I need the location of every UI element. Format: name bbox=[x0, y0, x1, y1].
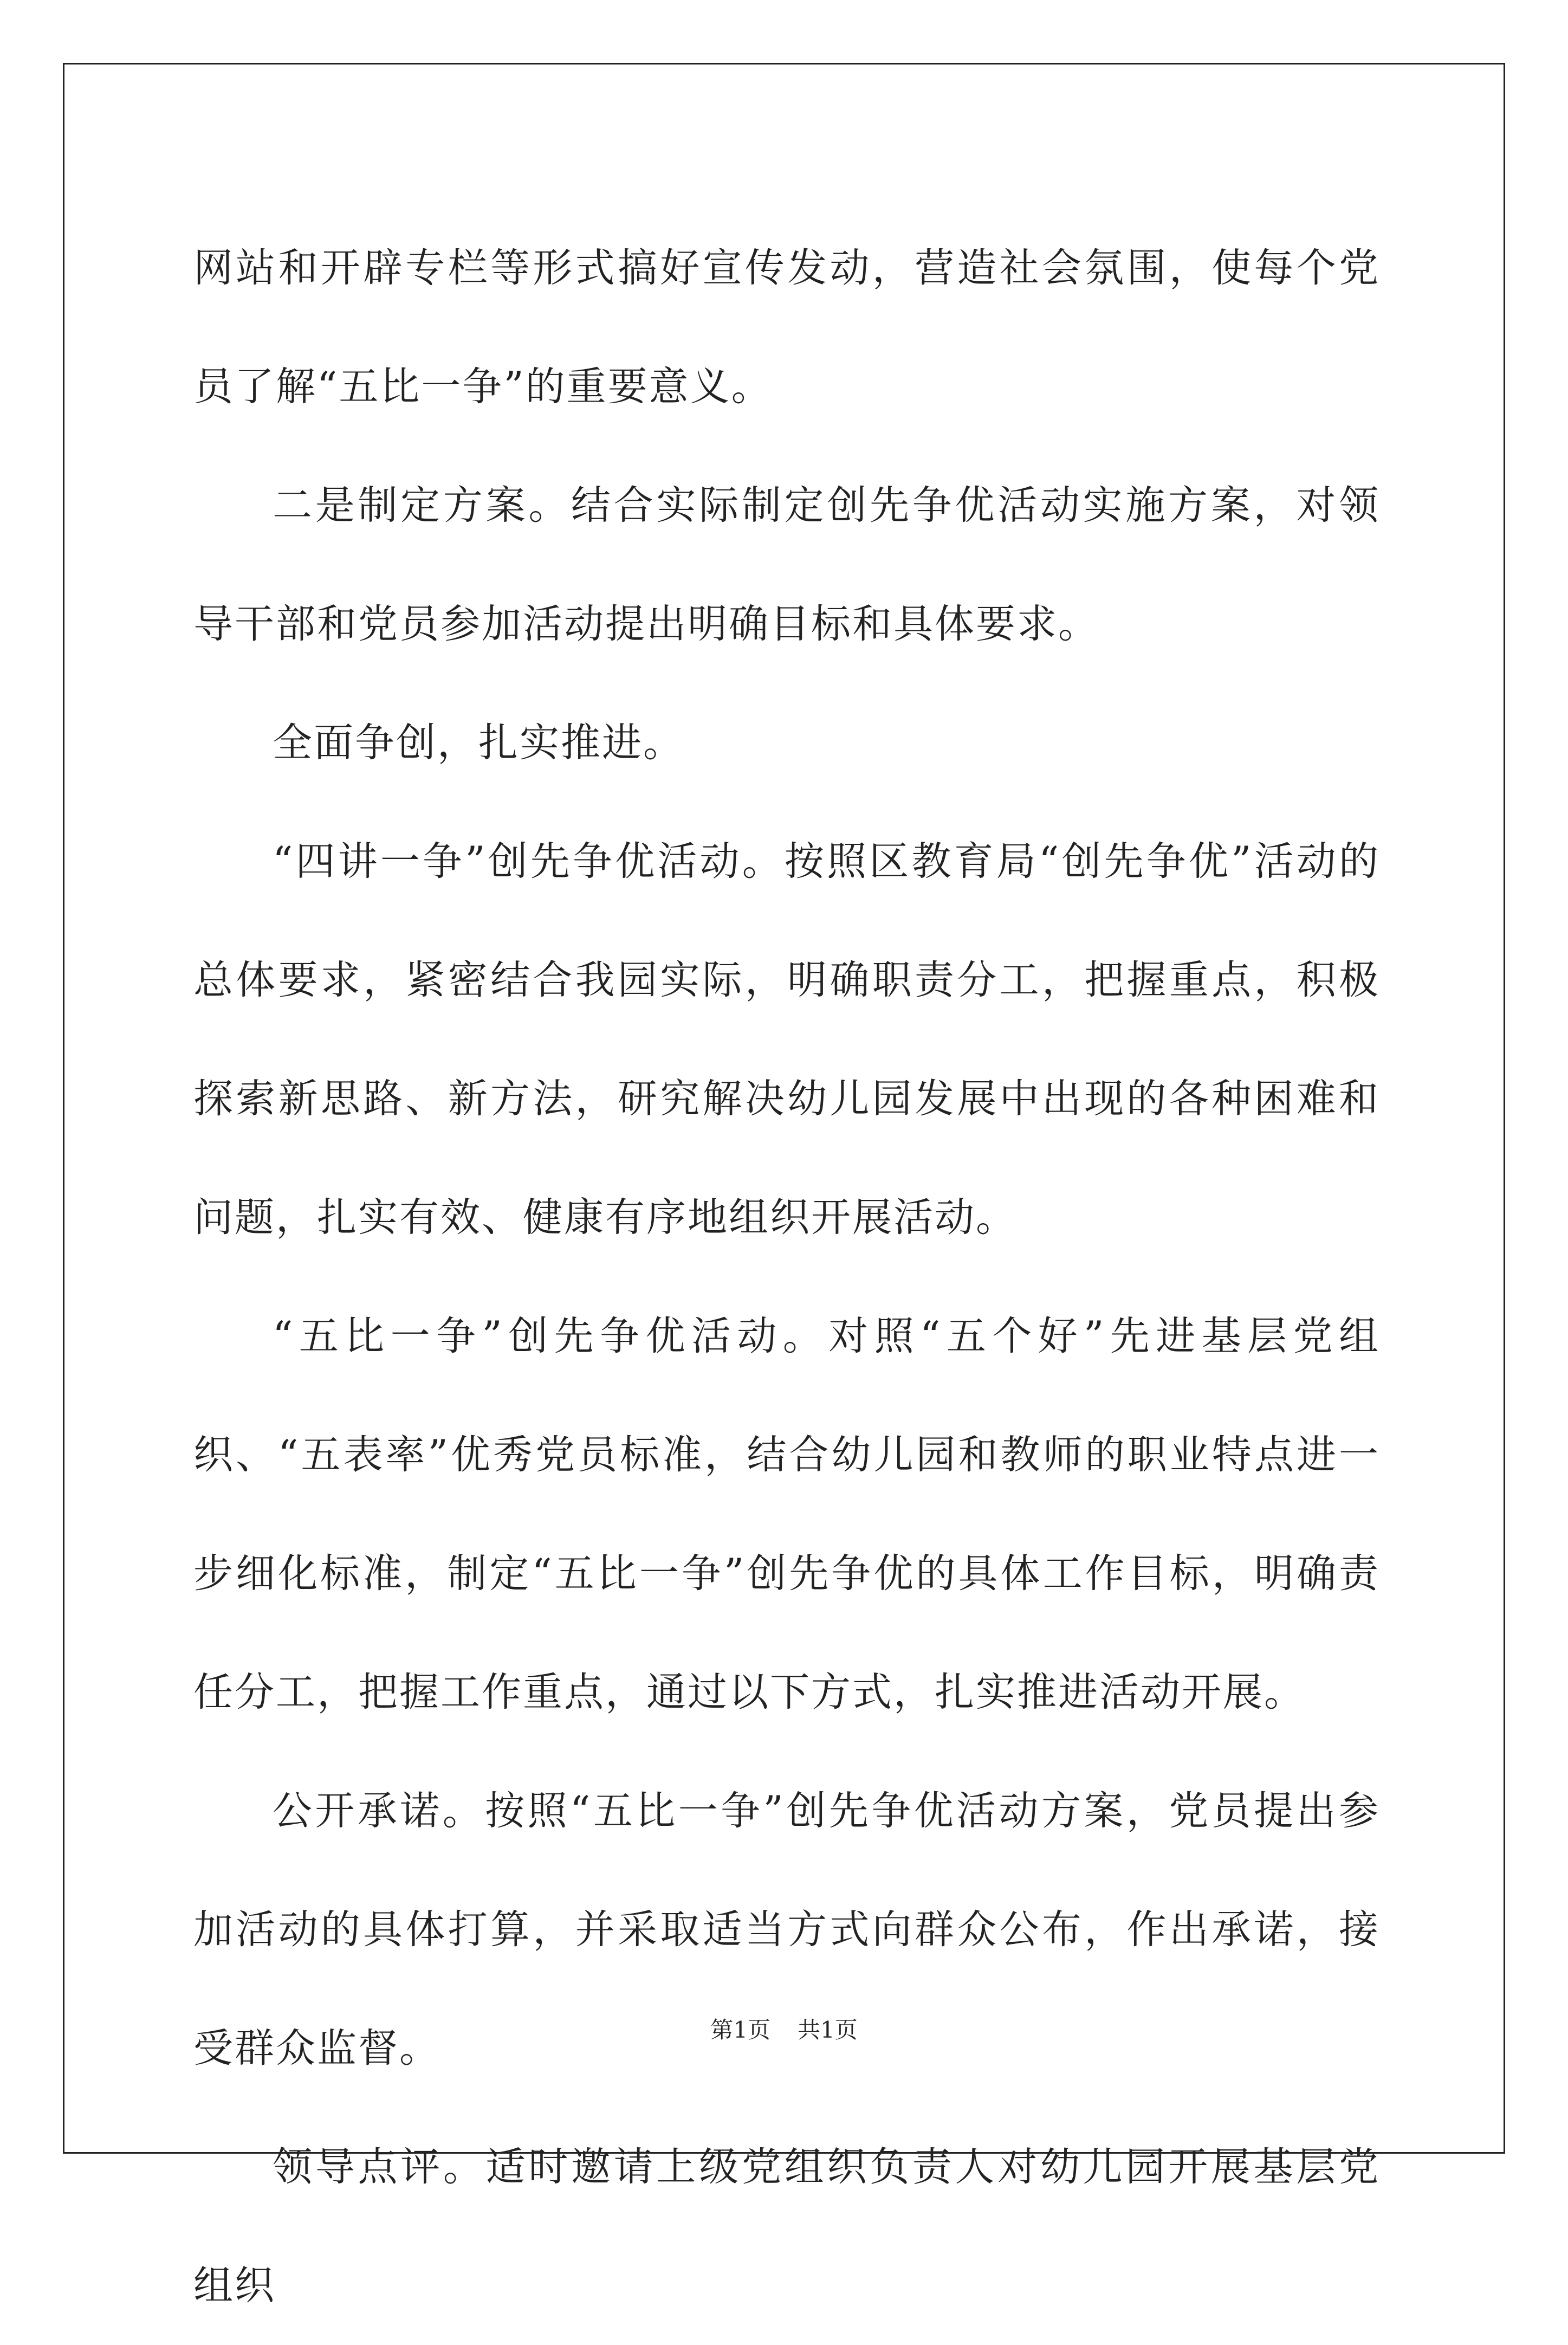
paragraph-7: 领导点评。适时邀请上级党组织负责人对幼儿园开展基层党组织 bbox=[193, 2144, 1380, 2309]
paragraph-2: 二是制定方案。结合实际制定创先争优活动实施方案，对领导干部和党员参加活动提出明确目标和具体要求。 bbox=[193, 482, 1380, 647]
paragraph-6: 公开承诺。按照“五比一争”创先争优活动方案，党员提出参加活动的具体打算，并采取适当方式向群众公布，作出承诺，接受群众监督。 bbox=[193, 1788, 1380, 2071]
total-pages: 共1页 bbox=[798, 2017, 858, 2043]
paragraph-4: “四讲一争”创先争优活动。按照区教育局“创先争优”活动的总体要求，紧密结合我园实际，明确职责分工，把握重点，积极探索新思路、新方法，研究解决幼儿园发展中出现的各种困难和问题，扎实有效、健康有序地组织开展活动。 bbox=[193, 838, 1380, 1241]
page-number: 第1页 bbox=[710, 2017, 770, 2043]
paragraph-5: “五比一争”创先争优活动。对照“五个好”先进基层党组织、“五表率”优秀党员标准，结合幼儿园和教师的职业特点进一步细化标准，制定“五比一争”创先争优的具体工作目标，明确责任分工，把握工作重点，通过以下方式，扎实推进活动开展。 bbox=[193, 1313, 1380, 1715]
page-footer bbox=[0, 2012, 1568, 2045]
paragraph-3: 全面争创，扎实推进。 bbox=[273, 720, 684, 766]
paragraph-1: 网站和开辟专栏等形式搞好宣传发动，营造社会氛围，使每个党员了解“五比一争”的重要意义。 bbox=[193, 245, 1380, 410]
